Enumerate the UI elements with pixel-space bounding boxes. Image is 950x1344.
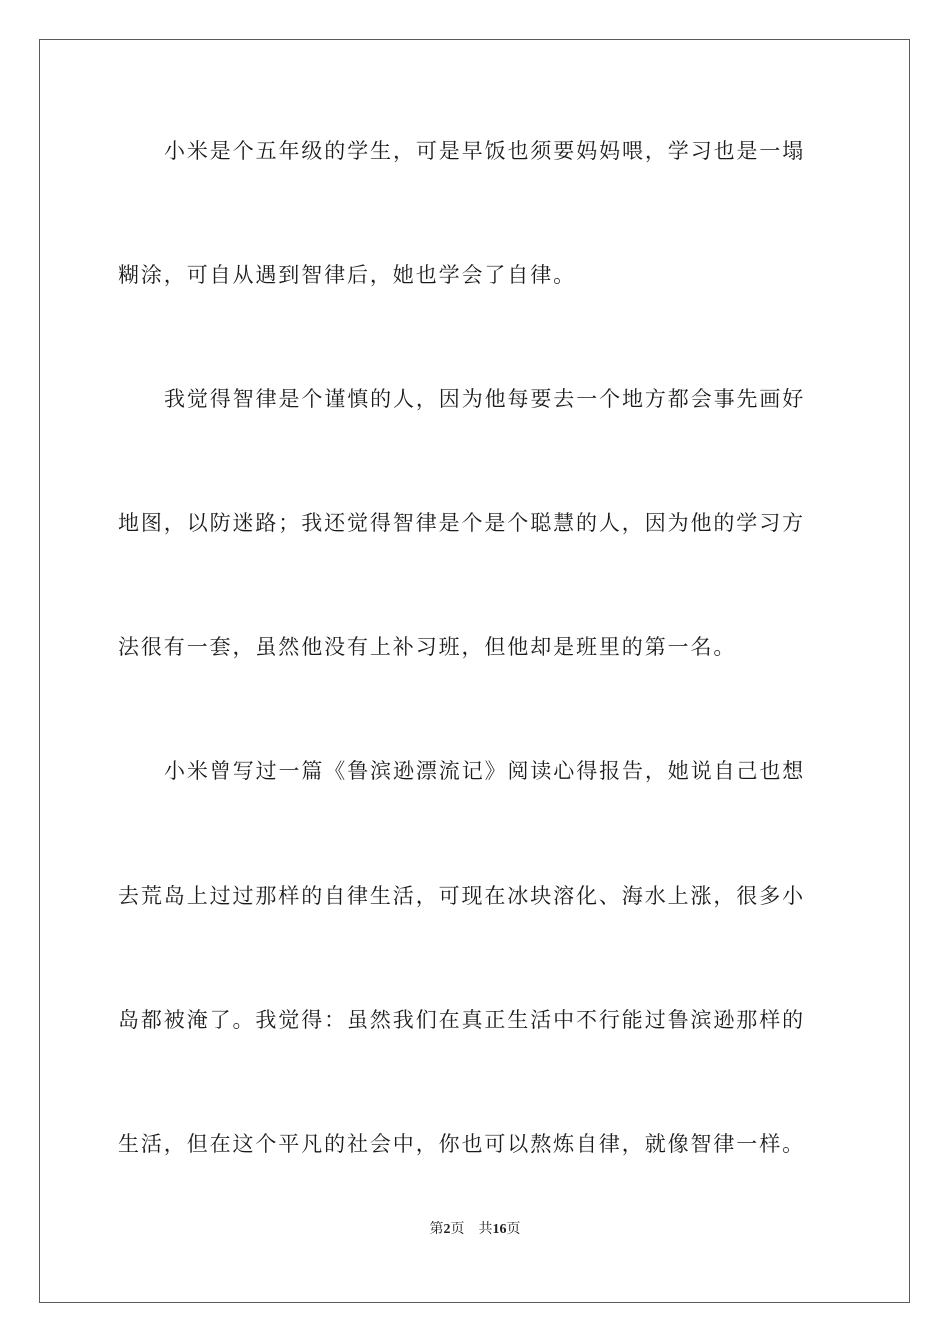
paragraph-3-line-4: 生活，但在这个平凡的社会中，你也可以熬炼自律，就像智律一样。	[118, 1132, 805, 1156]
paragraph-3-line-2: 去荒岛上过过那样的自律生活，可现在冰块溶化、海水上涨，很多小	[118, 884, 805, 908]
footer-page-suffix: 页	[450, 1222, 465, 1237]
footer-total-suffix: 页	[506, 1222, 521, 1237]
paragraph-3-line-1: 小米曾写过一篇《鲁滨逊漂流记》阅读心得报告，她说自己也想	[164, 759, 806, 783]
footer-total-prefix: 共	[478, 1222, 493, 1237]
paragraph-1-line-2: 糊涂，可自从遇到智律后，她也学会了自律。	[118, 263, 576, 287]
paragraph-2-line-2: 地图，以防迷路；我还觉得智律是个是个聪慧的人，因为他的学习方	[118, 511, 805, 535]
paragraph-2-line-1: 我觉得智律是个谨慎的人，因为他每要去一个地方都会事先画好	[164, 387, 806, 411]
paragraph-3-line-3: 岛都被淹了。我觉得：虽然我们在真正生活中不行能过鲁滨逊那样的	[118, 1008, 805, 1032]
page-footer	[0, 1218, 950, 1238]
page-border	[39, 39, 910, 1303]
footer-page-number: 2	[443, 1222, 451, 1237]
paragraph-2-line-3: 法很有一套，虽然他没有上补习班，但他却是班里的第一名。	[118, 635, 737, 659]
footer-total-pages: 16	[492, 1222, 507, 1237]
footer-page-prefix: 第	[429, 1222, 444, 1237]
paragraph-1-line-1: 小米是个五年级的学生，可是早饭也须要妈妈喂，学习也是一塌	[164, 139, 806, 163]
